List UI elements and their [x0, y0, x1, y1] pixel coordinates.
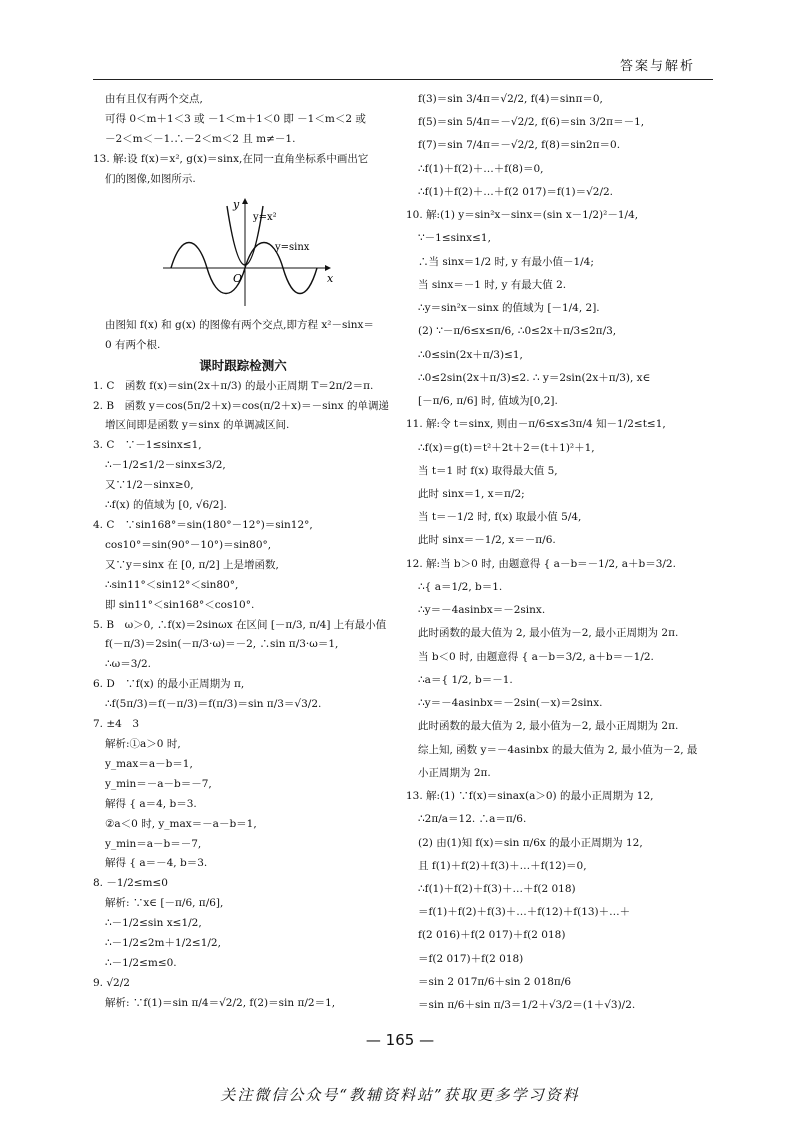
left-line: 可得 0＜m＋1＜3 或 －1＜m＋1＜0 即 －1＜m＜2 或	[105, 112, 366, 125]
left-line: ∴sin11°＜sin12°＜sin80°,	[105, 578, 239, 591]
right-line: f(7)＝sin 7/4π＝－√2/2, f(8)＝sin2π＝0.	[418, 139, 621, 152]
left-line: cos10°＝sin(90°－10°)＝sin80°,	[105, 538, 272, 551]
left-line: 6. D ∵f(x) 的最小正周期为 π,	[93, 678, 245, 691]
footer-note: 关注微信公众号“教辅资料站”获取更多学习资料	[220, 1086, 580, 1104]
left-line: ②a＜0 时, y_max＝－a－b＝1,	[105, 817, 257, 830]
section-title: 课时跟踪检测六	[199, 357, 287, 373]
left-line: 解析:①a＞0 时,	[105, 737, 181, 750]
graph-label-origin: O	[233, 271, 243, 285]
right-line: ＝sin 2 017π/6＋sin 2 018π/6	[418, 975, 572, 988]
right-line: ＝f(1)＋f(2)＋f(3)＋…＋f(12)＋f(13)＋…＋	[418, 906, 631, 919]
left-line: ∴f(5π/3)＝f(－π/3)＝f(π/3)＝sin π/3＝√3/2.	[105, 698, 322, 711]
graph-label-sine: y=sinx	[275, 241, 310, 253]
right-line: f(3)＝sin 3/4π＝√2/2, f(4)＝sinπ＝0,	[418, 93, 603, 105]
right-line: ∴f(1)＋f(2)＋f(3)＋…＋f(2 018)	[418, 882, 576, 895]
page-header-title: 答案与解析	[620, 59, 696, 74]
graph-label-parabola: y=x²	[253, 211, 277, 223]
right-column	[406, 92, 706, 1021]
left-line: 由有且仅有两个交点,	[105, 93, 203, 105]
right-line: ∴0≤sin(2x＋π/3)≤1,	[418, 348, 523, 361]
right-line: ∴{ a＝1/2, b＝1.	[418, 580, 503, 593]
left-line: 5. B ω＞0, ∴f(x)＝2sinωx 在区间 [－π/3, π/4] 上有最小值	[93, 618, 387, 631]
left-line: 7. ±4 3	[93, 718, 140, 731]
right-line: [－π/6, π/6] 时, 值域为[0,2].	[418, 395, 558, 408]
right-line: f(5)＝sin 5/4π＝－√2/2, f(6)＝sin 3/2π＝－1,	[418, 116, 645, 129]
left-line: －2＜m＜－1.∴－2＜m＜2 且 m≠－1.	[105, 132, 296, 145]
graph-label-x: x	[327, 271, 334, 285]
left-line: 解得 { a＝－4, b＝3.	[105, 857, 208, 870]
right-line: 11. 解:令 t＝sinx, 则由－π/6≤x≤3π/4 知－1/2≤t≤1,	[406, 418, 666, 431]
right-line: 当 sinx＝－1 时, y 有最大值 2.	[418, 278, 567, 291]
left-line: 0 有两个根.	[105, 338, 161, 351]
left-line: 即 sin11°＜sin168°＜cos10°.	[105, 598, 255, 611]
x-axis-arrow	[325, 265, 331, 271]
graph-label-y: y	[233, 197, 240, 211]
left-line: f(－π/3)＝2sin(－π/3·ω)＝－2, ∴sin π/3·ω＝1,	[105, 638, 339, 651]
right-line: ∴2π/a＝12. ∴a＝π/6.	[418, 813, 527, 826]
y-axis-arrow	[242, 198, 248, 204]
right-line: (2) 由(1)知 f(x)＝sin π/6x 的最小正周期为 12,	[418, 836, 643, 849]
left-line: 增区间即是函数 y＝sinx 的单调减区间.	[105, 419, 290, 432]
left-line: ∴f(x) 的值域为 [0, √6/2].	[105, 499, 227, 512]
right-line: ∴f(1)＋f(2)＋…＋f(2 017)＝f(1)＝√2/2.	[418, 185, 614, 198]
left-line: 又∵y＝sinx 在 [0, π/2] 上是增函数,	[105, 558, 279, 571]
right-line: ∴f(x)＝g(t)＝t²＋2t＋2＝(t＋1)²＋1,	[418, 441, 595, 454]
right-line: 此时函数的最大值为 2, 最小值为－2, 最小正周期为 2π.	[418, 627, 679, 640]
right-line: ∴当 sinx＝1/2 时, y 有最小值－1/4;	[418, 255, 594, 268]
right-line: 12. 解:当 b＞0 时, 由题意得 { a－b＝－1/2, a＋b＝3/2.	[406, 557, 676, 570]
left-line: 3. C ∵－1≤sinx≤1,	[93, 439, 202, 452]
left-line: 13. 解:设 f(x)＝x², g(x)＝sinx,在同一直角坐标系中画出它	[93, 152, 369, 165]
left-line: 8. －1/2≤m≤0	[93, 877, 168, 890]
right-line: 10. 解:(1) y＝sin²x－sinx＝(sin x－1/2)²－1/4,	[406, 209, 639, 222]
header-rule	[93, 79, 713, 80]
left-line: 又∵1/2－sinx≥0,	[105, 479, 194, 492]
left-line: 们的图像,如图所示.	[105, 172, 196, 185]
left-line: y_max＝a－b＝1,	[105, 757, 193, 770]
left-line: y_min＝a－b＝－7,	[105, 837, 202, 850]
function-graph	[93, 194, 393, 312]
left-line: 解得 { a＝4, b＝3.	[105, 797, 197, 810]
right-line: (2) ∵－π/6≤x≤π/6, ∴0≤2x＋π/3≤2π/3,	[418, 325, 617, 338]
right-line: ＝f(2 017)＋f(2 018)	[418, 952, 524, 965]
right-line: 当 t＝－1/2 时, f(x) 取最小值 5/4,	[418, 511, 582, 524]
right-line: 综上知, 函数 y＝－4asinbx 的最大值为 2, 最小值为－2, 最	[418, 743, 698, 756]
left-line: 2. B 函数 y＝cos(5π/2＋x)＝cos(π/2＋x)＝－sinx 的单调递	[93, 399, 389, 412]
left-line: ∴－1/2≤sin x≤1/2,	[105, 917, 202, 930]
left-line: ∴－1/2≤2m＋1/2≤1/2,	[105, 937, 221, 950]
left-line: 解析: ∵x∈ [－π/6, π/6],	[105, 897, 224, 910]
left-column	[93, 92, 393, 1016]
right-line: ∵－1≤sinx≤1,	[418, 232, 491, 245]
right-line: ∴y＝sin²x－sinx 的值域为 [－1/4, 2].	[418, 302, 600, 315]
right-line: 13. 解:(1) ∵f(x)＝sinax(a＞0) 的最小正周期为 12,	[406, 790, 654, 803]
right-line: 小正周期为 2π.	[418, 766, 491, 779]
left-line: y_min＝－a－b＝－7,	[105, 777, 212, 790]
left-line: ∴－1/2≤1/2－sinx≤3/2,	[105, 459, 226, 472]
left-line: 由图知 f(x) 和 g(x) 的图像有两个交点,即方程 x²－sinx＝	[105, 318, 374, 331]
left-line: 解析: ∵f(1)＝sin π/4＝√2/2, f(2)＝sin π/2＝1,	[105, 996, 336, 1009]
right-line: 且 f(1)＋f(2)＋f(3)＋…＋f(12)＝0,	[418, 859, 587, 872]
left-line: ∴ω＝3/2.	[105, 658, 151, 671]
right-line: ∴a＝{ 1/2, b＝－1.	[418, 673, 513, 686]
right-line: 此时 sinx＝1, x＝π/2;	[418, 487, 525, 500]
right-line: f(2 016)＋f(2 017)＋f(2 018)	[418, 929, 566, 942]
left-line: ∴－1/2≤m≤0.	[105, 956, 177, 969]
right-line: ∴0≤2sin(2x＋π/3)≤2. ∴ y＝2sin(2x＋π/3), x∈	[418, 371, 651, 384]
right-line: 当 t＝1 时 f(x) 取得最大值 5,	[418, 464, 558, 477]
right-line: 此时函数的最大值为 2, 最小值为－2, 最小正周期为 2π.	[418, 720, 679, 733]
right-line: ∴f(1)＋f(2)＋…＋f(8)＝0,	[418, 162, 544, 175]
left-line: 4. C ∵sin168°＝sin(180°－12°)＝sin12°,	[93, 519, 313, 531]
right-line: 当 b＜0 时, 由题意得 { a－b＝3/2, a＋b＝－1/2.	[418, 650, 654, 663]
right-line: ∴y＝－4asinbx＝－2sinx.	[418, 604, 546, 617]
left-line: 9. √2/2	[93, 976, 130, 989]
right-line: ＝sin π/6＋sin π/3＝1/2＋√3/2＝(1＋√3)/2.	[418, 999, 636, 1012]
left-line: 1. C 函数 f(x)＝sin(2x＋π/3) 的最小正周期 T＝2π/2＝π.	[93, 379, 374, 392]
right-line: ∴y＝－4asinbx＝－2sin(－x)＝2sinx.	[418, 697, 603, 710]
right-line: 此时 sinx＝－1/2, x＝－π/6.	[418, 534, 556, 547]
page-number: — 165 —	[365, 1031, 435, 1049]
